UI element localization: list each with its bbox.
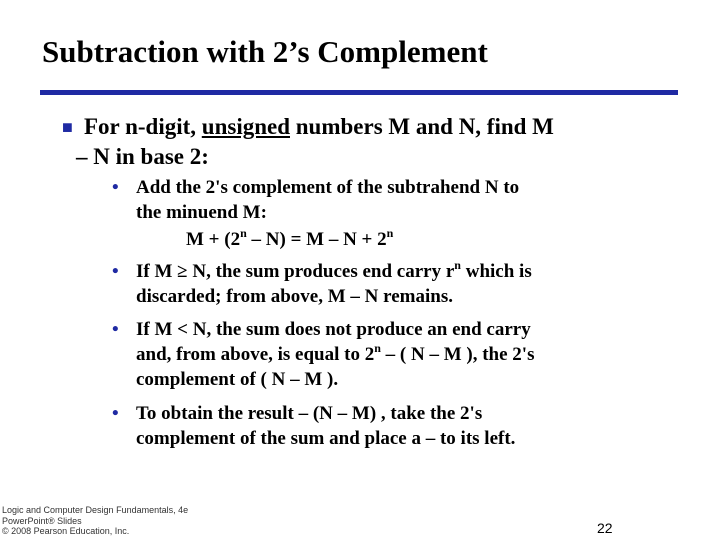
- sub-bullet-text: If M: [136, 261, 178, 282]
- formula-text: – N) = M – N + 2: [246, 229, 387, 250]
- dot-bullet-icon: •: [112, 319, 119, 340]
- sub-bullet-line: [136, 259, 532, 284]
- main-bullet-text: For n-digit,: [84, 114, 202, 139]
- sub-bullet-text: which is: [460, 261, 532, 282]
- main-bullet-text: numbers M and N, find M: [290, 114, 554, 139]
- sub-bullet-text: and, from above, is equal to 2: [136, 344, 375, 365]
- page-number: 22: [597, 520, 613, 536]
- sub-bullet-line: the minuend M:: [136, 202, 267, 223]
- formula-line: [186, 227, 393, 252]
- sub-bullet-line: complement of the sum and place a – to its left.: [136, 428, 516, 449]
- main-bullet-line-2: – N in base 2:: [76, 144, 209, 169]
- superscript: n: [374, 341, 381, 355]
- superscript: n: [454, 258, 461, 272]
- sub-bullet-line: If M < N, the sum does not produce an end carry: [136, 319, 531, 340]
- sub-bullet-line: To obtain the result – (N – M) , take the 2's: [136, 403, 483, 424]
- square-bullet-icon: ■: [62, 117, 73, 137]
- footer-line: PowerPoint® Slides: [2, 515, 82, 526]
- footer-line: Logic and Computer Design Fundamentals, 4e: [2, 505, 189, 515]
- dot-bullet-icon: •: [112, 403, 119, 424]
- slide-title: Subtraction with 2’s Complement: [42, 34, 488, 69]
- main-bullet-line-1: [84, 112, 554, 142]
- geq-symbol: ≥: [177, 261, 188, 282]
- sub-bullet-text: – ( N – M ), the 2's: [380, 344, 535, 365]
- sub-bullet-line: Add the 2's complement of the subtrahend N to: [136, 177, 520, 198]
- title-rule: [40, 90, 678, 95]
- dot-bullet-icon: •: [112, 261, 119, 282]
- superscript: n: [386, 226, 394, 240]
- footer-credits: [2, 505, 188, 537]
- sub-bullet-line: discarded; from above, M – N remains.: [136, 286, 453, 307]
- sub-bullet-line: [136, 342, 534, 367]
- footer-line: © 2008 Pearson Education, Inc.: [2, 526, 130, 536]
- superscript: n: [240, 226, 247, 240]
- dot-bullet-icon: •: [112, 177, 119, 198]
- formula-text: M + (2: [186, 229, 241, 250]
- underlined-word: unsigned: [201, 114, 290, 139]
- sub-bullet-line: complement of ( N – M ).: [136, 369, 339, 390]
- sub-bullet-text: N, the sum produces end carry r: [187, 261, 455, 282]
